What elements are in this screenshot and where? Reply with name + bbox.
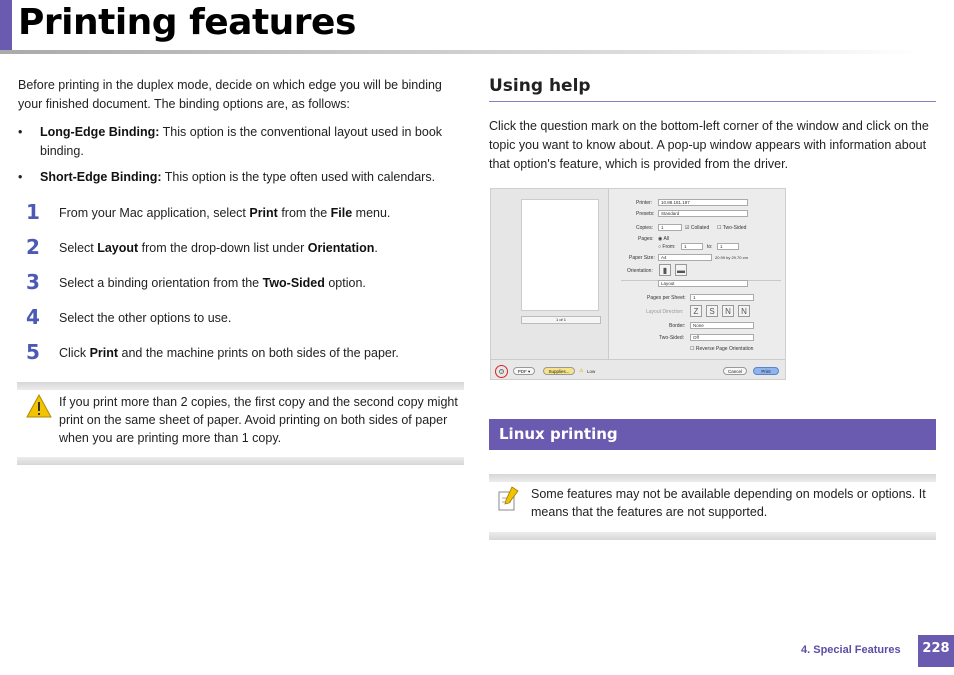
layout-n-icon[interactable]: N	[738, 305, 750, 317]
step-text: Click Print and the machine prints on both sides of the paper.	[59, 346, 399, 360]
dialog-bottom-bar	[491, 359, 786, 380]
two-sided-select[interactable]: Off	[690, 334, 754, 341]
to-label: to:	[707, 244, 713, 250]
pages-label: Pages:	[638, 236, 654, 242]
page-preview	[521, 199, 599, 311]
cancel-button[interactable]: Cancel	[723, 367, 747, 375]
presets-select[interactable]: Standard	[658, 210, 748, 217]
reverse-orientation-checkbox[interactable]: ☐ Reverse Page Orientation	[690, 346, 754, 352]
note-top-bar	[17, 382, 464, 390]
to-input[interactable]: 1	[717, 243, 739, 250]
step-text: Select a binding orientation from the Two-Sided option.	[59, 276, 366, 290]
print-dialog-screenshot	[490, 188, 786, 380]
printer-label: Printer:	[636, 200, 653, 206]
warning-note-box	[17, 382, 464, 465]
step-number: 4	[26, 305, 40, 329]
bullet-dot: •	[18, 170, 23, 184]
step-text: Select Layout from the drop-down list under Orientation.	[59, 241, 378, 255]
bullet-label: Short-Edge Binding:	[40, 170, 162, 184]
landscape-orientation-icon[interactable]: ▬	[677, 266, 685, 275]
print-button[interactable]: Print	[753, 367, 779, 375]
page-navigator: 1 of 1	[521, 316, 601, 324]
bullet-text: This option is the type often used with calendars.	[161, 170, 436, 184]
step-1	[26, 200, 466, 232]
paper-size-dimensions: 20.99 by 29.70 cm	[715, 255, 748, 260]
pages-per-sheet-label: Pages per Sheet:	[647, 295, 686, 301]
low-warning-icon: ⚠	[579, 368, 584, 374]
border-select[interactable]: None	[690, 322, 754, 329]
step-3	[26, 270, 466, 302]
note-top-bar	[489, 474, 936, 482]
copies-label: Copies:	[636, 225, 653, 231]
warning-note-text: If you print more than 2 copies, the first copy and the second copy might print on the same sheet of paper. Avoid printing on both sides of paper when you are printing more than 1 copy.	[59, 395, 458, 445]
title-accent-bar	[0, 0, 12, 54]
paper-size-select[interactable]: A4	[658, 254, 712, 261]
using-help-heading: Using help	[489, 76, 591, 96]
section-select[interactable]: Layout	[658, 280, 748, 287]
footer-section-label: 4. Special Features	[801, 644, 901, 656]
copies-input[interactable]: 1	[658, 224, 682, 231]
preview-pane	[491, 189, 609, 359]
intro-paragraph: Before printing in the duplex mode, decide on which edge you will be binding your finished document. The binding options are, as follows:	[18, 78, 442, 111]
two-sided-label: Two-Sided:	[659, 335, 685, 341]
low-label: Low	[587, 369, 596, 374]
page-number-badge: 228	[918, 635, 954, 667]
info-note-box	[489, 474, 936, 540]
pdf-button[interactable]: PDF ▾	[513, 367, 535, 375]
step-number: 5	[26, 340, 40, 364]
title-divider	[0, 50, 920, 54]
using-help-paragraph: Click the question mark on the bottom-left corner of the window and click on the topic you want to know about. A pop-up window appears with information about that option's feature, which is provided from the driver.	[489, 119, 929, 171]
note-bottom-bar	[17, 457, 464, 465]
layout-direction-label: Layout Direction:	[646, 309, 684, 315]
bullet-dot: •	[18, 125, 23, 139]
linux-section-header	[489, 419, 936, 450]
border-label: Border:	[669, 323, 686, 329]
layout-n-rev-icon[interactable]: N	[722, 305, 734, 317]
two-sided-checkbox[interactable]: ☐ Two-Sided	[717, 225, 747, 231]
bullet-text: This option is the conventional layout used in book binding.	[40, 125, 443, 158]
step-text: From your Mac application, select Print from the File menu.	[59, 206, 391, 220]
supplies-button[interactable]: Supplies...	[543, 367, 575, 375]
linux-note-text: Some features may not be available depending on models or options. It means that the features are not supported.	[531, 487, 926, 519]
warning-icon	[26, 394, 52, 418]
layout-z-icon[interactable]: Z	[690, 305, 702, 317]
step-number: 3	[26, 270, 40, 294]
collated-checkbox[interactable]: ☑ Collated	[685, 225, 710, 231]
step-number: 2	[26, 235, 40, 259]
step-2	[26, 235, 466, 267]
step-text: Select the other options to use.	[59, 311, 232, 325]
paper-size-label: Paper Size:	[629, 255, 655, 261]
help-highlight-circle	[495, 365, 508, 378]
note-bottom-bar	[489, 532, 936, 540]
bullet-long-edge	[18, 123, 464, 161]
step-5	[26, 340, 466, 372]
bullet-label: Long-Edge Binding:	[40, 125, 160, 139]
bullet-short-edge	[18, 168, 464, 187]
help-button[interactable]: ?	[500, 369, 503, 374]
pages-from-radio[interactable]: ○ From:	[658, 244, 676, 250]
printer-select[interactable]: 10.88.181.197	[658, 199, 748, 206]
portrait-orientation-icon[interactable]: ▮	[659, 264, 671, 276]
heading-divider	[489, 101, 936, 102]
note-pencil-icon	[498, 486, 520, 512]
presets-label: Presets:	[636, 211, 655, 217]
step-4	[26, 305, 466, 337]
from-input[interactable]: 1	[681, 243, 703, 250]
page-title: Printing features	[18, 2, 356, 43]
linux-printing-heading: Linux printing	[499, 425, 618, 443]
orientation-label: Orientation:	[627, 268, 653, 274]
layout-s-icon[interactable]: S	[706, 305, 718, 317]
pages-all-radio[interactable]: ◉ All	[658, 236, 670, 242]
step-number: 1	[26, 200, 40, 224]
pages-per-sheet-select[interactable]: 1	[690, 294, 754, 301]
